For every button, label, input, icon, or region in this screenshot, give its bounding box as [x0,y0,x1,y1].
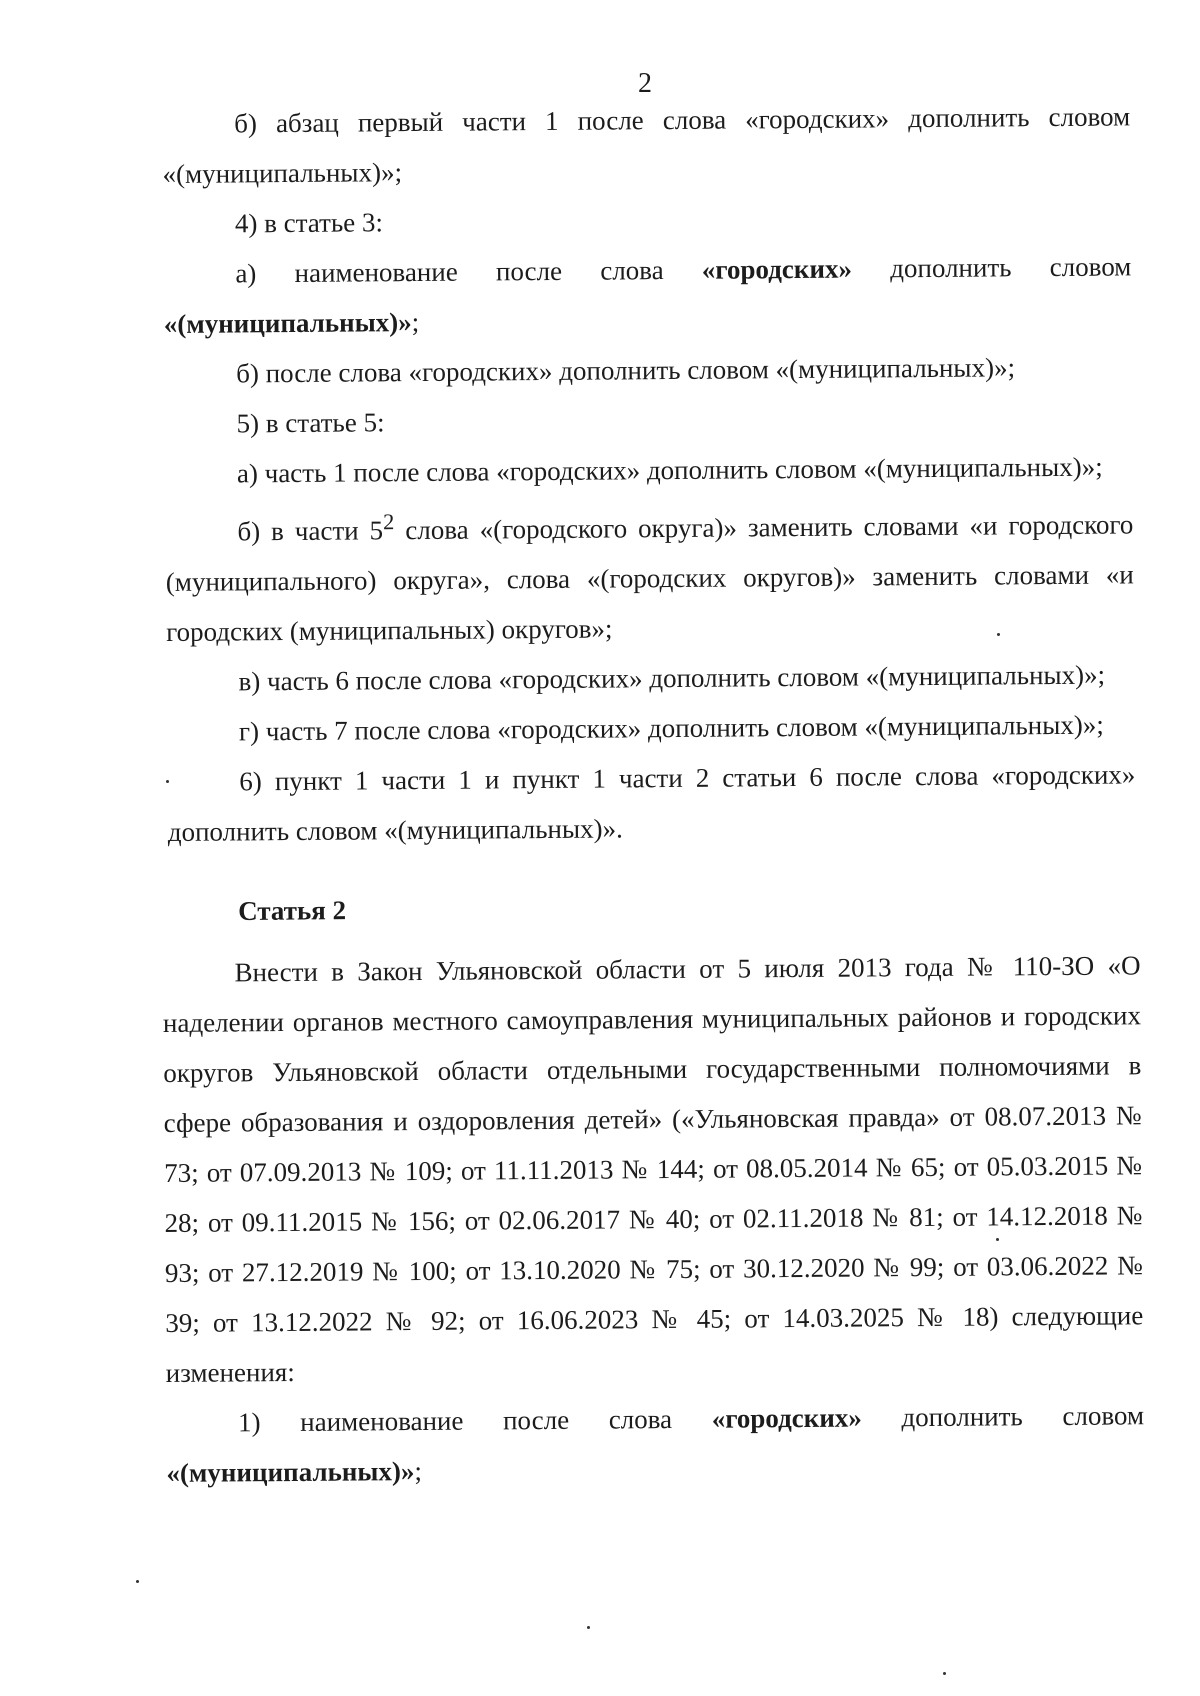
scan-speck [166,780,169,783]
item-4a [163,241,1132,349]
item-3b: б) абзац первый части 1 после слова «городских» дополнить словом «(муниципальных)»; [162,101,1131,189]
item-5g: г) часть 7 после слова «городских» дополнить словом «(муниципальных)»; [238,709,1104,747]
scan-speck [943,1672,946,1675]
article2-item-1 [166,1390,1145,1498]
article2-intro: Внести в Закон Ульяновской области от 5 июля 2013 года № 110-ЗО «О наделении органов местного самоуправления муниципальных районов и городских округов Ульяновской области отдельными государственными полномочиями в сфере образования и оздоровления детей» («Ульяновская правда» от 08.07.2013 № 73; от 07.09.2013 № 109; от 11.11.2013 № 144; от 08.05.2014 № 65; от 05.03.2015 № 28; от 09.11.2015 № 156; от 02.06.2017 № 40; от 02.11.2018 № 81; от 14.12.2018 № 93; от 27.12.2019 № 100; от 13.10.2020 № 75; от 30.12.2020 № 99; от 03.06.2022 № 39; от 13.12.2022 № 92; от 16.06.2023 № 45; от 14.03.2025 № 18) следующие изменения: [162,950,1144,1388]
item-4a-bold-2: «(муниципальных)» [163,307,412,339]
item-6: 6) пункт 1 части 1 и пункт 1 части 2 статьи 6 после слова «городских» дополнить словом «(муниципальных)». [167,759,1136,847]
item-5b-superscript: 2 [382,509,395,535]
scan-speck [997,633,1000,636]
article-2-heading: Статья 2 [238,895,347,926]
article2-body [162,894,1145,1498]
article2-item-1-text-end: ; [414,1455,423,1487]
item-5: 5) в статье 5: [236,407,385,439]
item-4b: б) после слова «городских» дополнить словом «(муниципальных)»; [236,352,1016,389]
item-4: 4) в статье 3: [234,207,384,239]
item-4a-text-end: ; [411,306,420,338]
article1-amendments [162,91,1136,857]
item-5b [165,491,1134,657]
page-number: 2 [638,68,652,99]
item-4a-text-mid: дополнить словом [851,251,1132,284]
scan-speck [136,1580,139,1583]
item-4a-bold-1: «городских» [701,253,853,285]
item-5a: а) часть 1 после слова «городских» дополнить словом «(муниципальных)»; [236,451,1103,489]
article2-item-1-text: 1) наименование после слова [237,1403,712,1438]
item-4a-text: а) наименование после слова [235,254,702,289]
item-5v: в) часть 6 после слова «городских» дополнить словом «(муниципальных)»; [238,659,1106,697]
scan-speck [587,1626,590,1629]
item-5b-text: б) в части 5 [237,515,384,547]
article2-item-1-bold-1: «городских» [711,1402,862,1434]
article2-item-1-bold-2: «(муниципальных)» [166,1456,415,1488]
scan-speck [996,1238,999,1241]
item-5b-text-rest: слова «(городского округа)» заменить словами «и городского (муниципального) округа», слова «(городских округов)» заменить словами «и городских (муниципальных) округов»; [165,509,1134,647]
article2-item-1-text-mid: дополнить словом [861,1400,1145,1433]
